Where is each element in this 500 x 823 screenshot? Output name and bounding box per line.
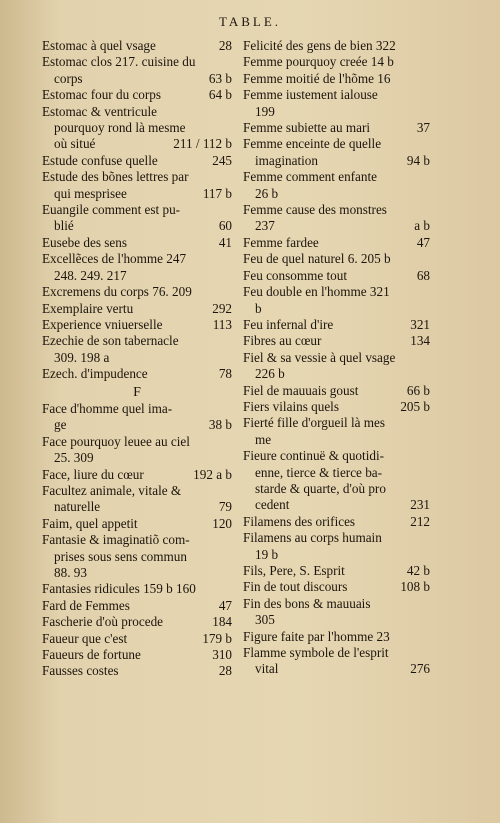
page-reference: 117 b (202, 185, 232, 201)
entry-text: 199 (255, 103, 275, 119)
entry-text: Face, liure du cœur (42, 466, 144, 482)
index-entry (243, 71, 430, 87)
index-entry (42, 598, 232, 614)
index-entry (42, 366, 232, 382)
e-entries (42, 38, 232, 383)
f-entries-continued (243, 38, 430, 678)
entry-text: blié (54, 218, 74, 234)
entry-text: Excremens du corps 76. 209 (42, 284, 192, 300)
page-reference: 134 (410, 333, 430, 349)
entry-text: 88. 93 (54, 565, 87, 580)
entry-text: 237 (255, 218, 275, 234)
index-entry (243, 448, 430, 514)
entry-text: enne, tierce & tierce ba- (255, 464, 383, 480)
entry-text: Fiers vilains quels (243, 398, 339, 414)
page-reference: 192 a b (193, 466, 232, 482)
entry-text: Fard de Femmes (42, 597, 130, 613)
index-entry (42, 54, 232, 87)
index-entry (42, 663, 232, 679)
entry-text: 305 (255, 612, 275, 628)
index-entry (42, 333, 232, 366)
entry-text: Fieure continuë & quotidi- (243, 448, 385, 464)
entry-text: Femme moitié de l'hõme 16 (243, 70, 391, 86)
entry-text: Fantasies ridicules 159 b 160 (42, 581, 196, 597)
index-entry (243, 383, 430, 399)
index-entry (243, 415, 430, 448)
entry-text: Euangile comment est pu- (42, 202, 181, 218)
page-reference: 64 b (208, 87, 232, 103)
entry-text: 26 b (255, 185, 279, 201)
entry-text: Fascherie d'où procede (42, 614, 164, 630)
entry-text: où situé (54, 136, 96, 152)
entry-text: Felicité des gens de bien 322 (243, 38, 396, 53)
entry-text: Fierté fille d'orgueil là mes (243, 415, 386, 431)
f-entries (42, 401, 232, 680)
entry-text: 226 b (255, 366, 285, 382)
entry-text: Fiel & sa vessie à quel vsage (243, 349, 396, 365)
entry-text: Estude confuse quelle (42, 152, 158, 168)
entry-text: Exemplaire vertu (42, 300, 134, 316)
page-reference: 28 (218, 663, 232, 679)
page-reference: 205 b (400, 398, 430, 414)
entry-text: Face d'homme quel ima- (42, 400, 173, 416)
index-entry (42, 202, 232, 235)
page-reference: 68 (416, 267, 430, 283)
page-reference: 66 b (406, 382, 430, 398)
index-entry (42, 87, 232, 103)
entry-text: imagination (255, 152, 318, 168)
entry-text: Femme enceinte de quelle (243, 136, 382, 152)
entry-text: qui mesprisee (54, 185, 127, 201)
entry-text: Fin des bons & mauuais (243, 595, 371, 611)
index-entry (42, 38, 232, 54)
index-entry (243, 268, 430, 284)
page-reference: 108 b (400, 579, 430, 595)
page-reference: 47 (416, 234, 430, 250)
page-reference: 94 b (406, 152, 430, 168)
entry-text: Fausses costes (42, 663, 119, 679)
index-entry (42, 516, 232, 532)
running-header: TABLE. (218, 14, 282, 29)
index-entry (243, 38, 430, 54)
index-entry (42, 631, 232, 647)
page-reference: 292 (212, 300, 232, 316)
entry-text: Faueurs de fortune (42, 647, 141, 663)
index-entry (42, 401, 232, 434)
entry-text: 25. 309 (54, 450, 94, 466)
page-reference: 120 (212, 515, 232, 531)
entry-text: prises sous sens commun (54, 548, 187, 564)
index-column-right (243, 38, 430, 678)
entry-text: 309. 198 a (54, 349, 110, 365)
entry-text: me (255, 431, 272, 447)
entry-text: Estude des bõnes lettres par (42, 169, 189, 185)
entry-text: Fibres au cœur (243, 333, 322, 349)
index-entry (243, 169, 430, 202)
page-reference: 212 (410, 513, 430, 529)
entry-text: Fiel de mauuais goust (243, 382, 359, 398)
entry-text: Femme cause des monstres (243, 202, 387, 218)
page-reference: 63 b (208, 70, 232, 86)
entry-text: Feu double en l'homme 321 (243, 284, 390, 300)
entry-text: starde & quarte, d'où pro (255, 480, 386, 496)
index-entry (243, 645, 430, 678)
entry-text: Filamens au corps humain (243, 530, 382, 546)
index-entry (42, 614, 232, 630)
entry-text: Femme pourquoy creée 14 b (243, 54, 394, 70)
entry-text: Estomac à quel vsage (42, 38, 156, 53)
entry-text: Ezechie de son tabernacle (42, 333, 179, 349)
index-entry (243, 333, 430, 349)
index-entry (42, 483, 232, 516)
entry-text: Feu infernal d'ire (243, 316, 334, 332)
entry-text: b (255, 300, 262, 316)
index-entry (42, 153, 232, 169)
index-entry (42, 251, 232, 284)
entry-text: Figure faite par l'homme 23 (243, 628, 390, 644)
entry-text: Estomac clos 217. cuisine du (42, 54, 196, 70)
page-reference: 245 (212, 152, 232, 168)
page-reference: 184 (212, 614, 232, 630)
page-reference: 47 (218, 597, 232, 613)
entry-text: Fils, Pere, S. Esprit (243, 563, 345, 578)
index-entry (243, 120, 430, 136)
index-entry (42, 301, 232, 317)
index-entry (42, 647, 232, 663)
entry-text: Ezech. d'impudence (42, 366, 148, 382)
page-reference: 79 (218, 499, 232, 515)
index-entry (243, 235, 430, 251)
index-entry (42, 581, 232, 597)
index-entry (42, 317, 232, 333)
index-entry (243, 563, 430, 579)
entry-text: Facultez animale, vitale & (42, 482, 182, 498)
index-entry (243, 87, 430, 120)
index-entry (243, 284, 430, 317)
page-reference: a b (414, 218, 430, 234)
index-entry (243, 350, 430, 383)
index-entry (243, 579, 430, 595)
index-entry (243, 596, 430, 629)
entry-text: Estomac & ventricule (42, 103, 157, 119)
page-reference: 179 b (202, 630, 232, 646)
entry-text: vital (255, 661, 279, 677)
index-entry (243, 54, 430, 70)
entry-text: Experience vniuerselle (42, 316, 163, 332)
page-reference: 28 (218, 38, 232, 53)
page-reference: 78 (218, 366, 232, 382)
entry-text: ge (54, 417, 67, 433)
index-entry (42, 284, 232, 300)
page-reference: 231 (410, 497, 430, 513)
entry-text: Faim, quel appetit (42, 515, 138, 531)
entry-text: Excellẽces de l'homme 247 (42, 251, 187, 267)
entry-text: Flamme symbole de l'esprit (243, 645, 389, 661)
entry-text: Fin de tout discours (243, 579, 348, 595)
index-entry (42, 532, 232, 581)
index-entry (243, 514, 430, 530)
page-reference: 42 b (406, 563, 430, 578)
index-entry (42, 235, 232, 251)
entry-text: Filamens des orifices (243, 513, 356, 529)
index-entry (243, 530, 430, 563)
page-reference: 276 (410, 661, 430, 677)
entry-text: cedent (255, 497, 290, 513)
index-entry (243, 399, 430, 415)
entry-text: Fantasie & imaginatiõ com- (42, 532, 190, 548)
entry-text: 248. 249. 217 (54, 267, 127, 283)
index-entry (42, 467, 232, 483)
page-reference: 41 (218, 234, 232, 250)
page-reference: 38 b (208, 417, 232, 433)
page-reference: 310 (212, 647, 232, 663)
entry-text: naturelle (54, 499, 101, 515)
entry-text: Eusebe des sens (42, 234, 127, 250)
entry-text: pourquoy rond là mesme (54, 120, 186, 136)
index-entry (243, 629, 430, 645)
entry-text: Estomac four du corps (42, 87, 162, 103)
entry-text: Face pourquoy leuee au ciel (42, 433, 190, 449)
index-entry (42, 169, 232, 202)
entry-text: Femme iustement ialouse (243, 87, 378, 103)
page-reference: 321 (410, 316, 430, 332)
entry-text: Femme subiette au mari (243, 120, 371, 136)
entry-text: Femme fardee (243, 234, 319, 250)
page-reference: 60 (218, 218, 232, 234)
entry-text: corps (54, 70, 83, 86)
index-entry (42, 434, 232, 467)
entry-text: 19 b (255, 546, 279, 562)
index-entry (243, 251, 430, 267)
page-reference: 37 (416, 120, 430, 136)
letter-heading: F (133, 384, 141, 400)
entry-text: Femme comment enfante (243, 169, 378, 185)
entry-text: Faueur que c'est (42, 630, 128, 646)
index-entry (243, 136, 430, 169)
entry-text: Feu consomme tout (243, 267, 348, 283)
index-entry (42, 104, 232, 153)
index-entry (243, 317, 430, 333)
page-reference: 211 / 112 b (173, 136, 232, 152)
index-column-left (42, 38, 232, 680)
page-reference: 113 (212, 316, 232, 332)
entry-text: Feu de quel naturel 6. 205 b (243, 251, 391, 267)
index-entry (243, 202, 430, 235)
